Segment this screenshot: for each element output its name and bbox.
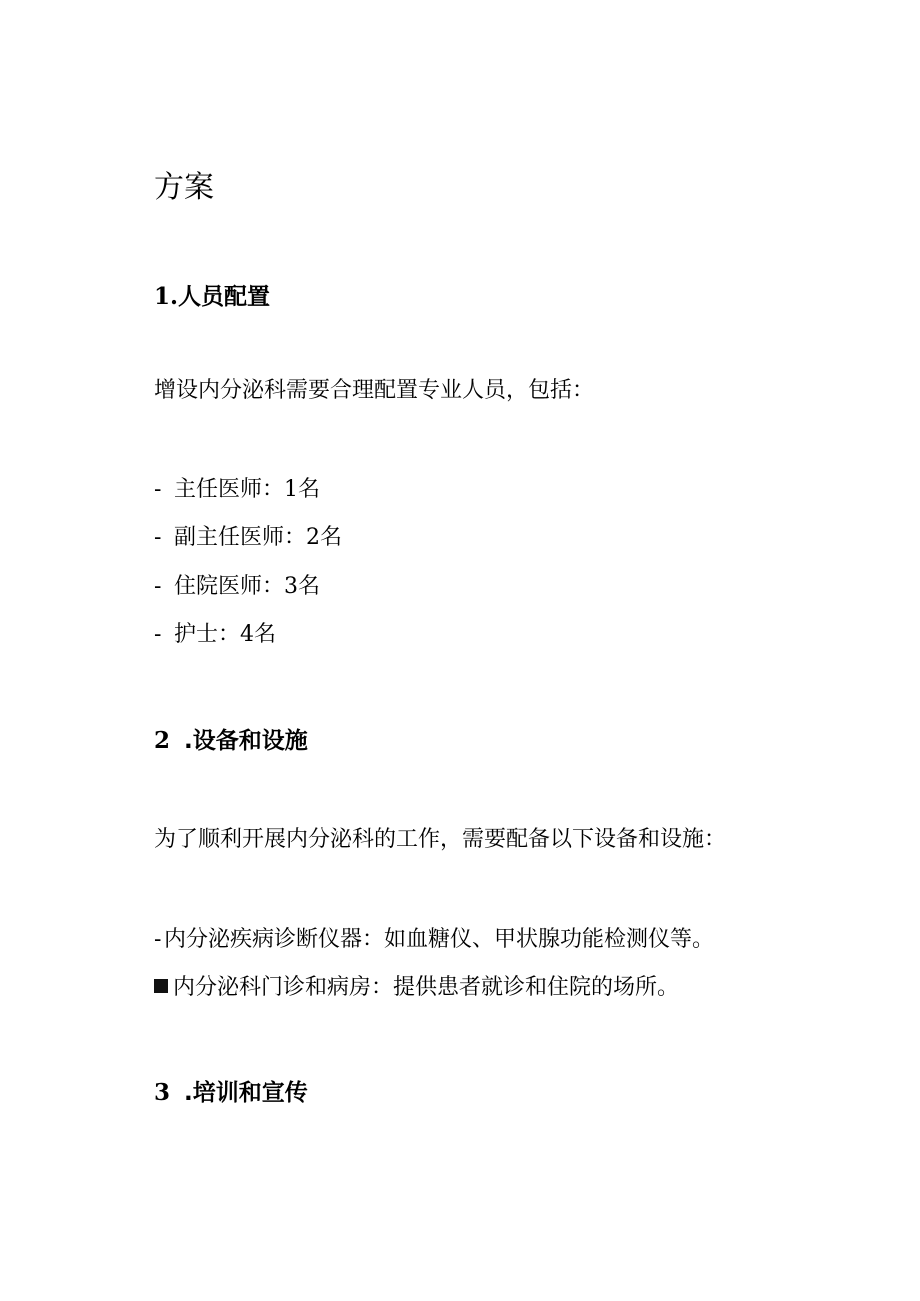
list-item-text: 副主任医师：2名 <box>174 525 342 550</box>
list-item-marker: - <box>154 574 162 599</box>
list-item-marker: - <box>154 927 162 952</box>
section-2-intro: 为了顺利开展内分泌科的工作，需要配备以下设备和设施： <box>154 827 727 852</box>
list-item-text: 主任医师：1名 <box>174 477 320 502</box>
section-3-number: 3 <box>154 1079 171 1106</box>
list-item <box>154 624 276 646</box>
document-title: 方案 <box>154 170 214 205</box>
list-item-text: 内分泌疾病诊断仪器：如血糖仪、甲状腺功能检测仪等。 <box>164 927 715 952</box>
list-item <box>154 527 342 549</box>
list-item-text: 护士：4名 <box>174 622 276 647</box>
section-2-heading <box>154 729 308 753</box>
section-1-title: 人员配置 <box>178 284 271 310</box>
list-item <box>154 576 320 598</box>
list-item-marker: - <box>154 622 162 647</box>
list-item <box>154 479 320 501</box>
list-item-text: 住院医师：3名 <box>174 574 320 599</box>
section-3-heading <box>154 1081 308 1105</box>
list-item-marker: - <box>154 477 162 502</box>
section-3-title: .培训和宣传 <box>184 1080 308 1106</box>
list-item-marker: - <box>154 525 162 550</box>
section-1-heading <box>154 285 270 309</box>
section-2-title: .设备和设施 <box>184 728 308 754</box>
list-item <box>154 929 714 951</box>
section-2-number: 2 <box>154 727 171 754</box>
section-1-number: 1. <box>154 283 179 310</box>
list-item-text: 内分泌科门诊和病房：提供患者就诊和住院的场所。 <box>173 975 680 1000</box>
square-bullet-icon <box>154 979 168 993</box>
section-1-intro: 增设内分泌科需要合理配置专业人员，包括： <box>154 378 595 403</box>
list-item <box>154 977 679 999</box>
